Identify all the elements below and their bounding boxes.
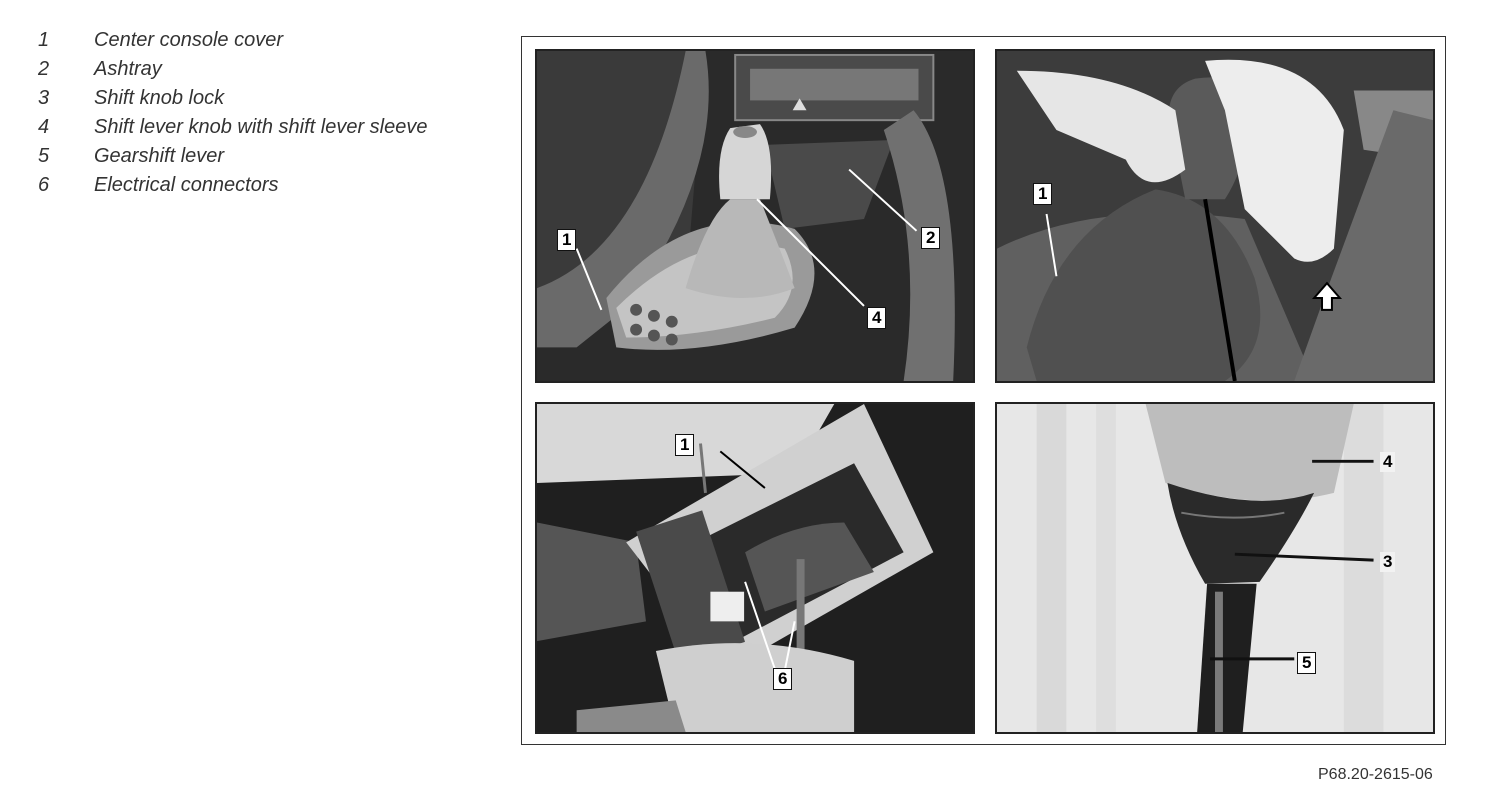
callout-3: 3 — [1380, 552, 1395, 572]
legend-item — [38, 171, 428, 200]
legend-item — [38, 142, 428, 171]
legend-number: 4 — [38, 116, 50, 138]
callout-1: 1 — [675, 434, 694, 456]
legend-label: Shift lever knob with shift lever sleeve — [94, 116, 428, 138]
figure-reference-id: P68.20-2615-06 — [1318, 766, 1433, 783]
legend-list — [38, 26, 428, 200]
photo-panel-connectors — [535, 402, 975, 734]
console-photo-illustration — [537, 51, 973, 381]
callout-1: 1 — [557, 229, 576, 251]
connectors-photo-illustration — [537, 404, 973, 732]
figure-frame — [521, 36, 1446, 745]
callout-5: 5 — [1297, 652, 1316, 674]
legend-item — [38, 113, 428, 142]
legend-label: Electrical connectors — [94, 174, 279, 196]
legend-label: Gearshift lever — [94, 145, 225, 167]
callout-2: 2 — [921, 227, 940, 249]
legend-number: 6 — [38, 174, 50, 196]
legend-item — [38, 55, 428, 84]
lever-closeup-photo-illustration — [997, 404, 1433, 732]
legend-label: Center console cover — [94, 29, 283, 51]
photo-panel-shift-sleeve — [995, 49, 1435, 383]
shift-sleeve-photo-illustration — [997, 51, 1433, 381]
callout-1: 1 — [1033, 183, 1052, 205]
photo-panel-lever-closeup — [995, 402, 1435, 734]
photo-panel-console — [535, 49, 975, 383]
legend-label: Ashtray — [94, 58, 162, 80]
legend-number: 2 — [38, 58, 50, 80]
legend-label: Shift knob lock — [94, 87, 225, 109]
legend-item — [38, 26, 428, 55]
legend-number: 5 — [38, 145, 50, 167]
legend-number: 1 — [38, 29, 50, 51]
legend-number: 3 — [38, 87, 50, 109]
callout-4: 4 — [1380, 452, 1395, 472]
legend-item — [38, 84, 428, 113]
callout-6: 6 — [773, 668, 792, 690]
callout-4: 4 — [867, 307, 886, 329]
